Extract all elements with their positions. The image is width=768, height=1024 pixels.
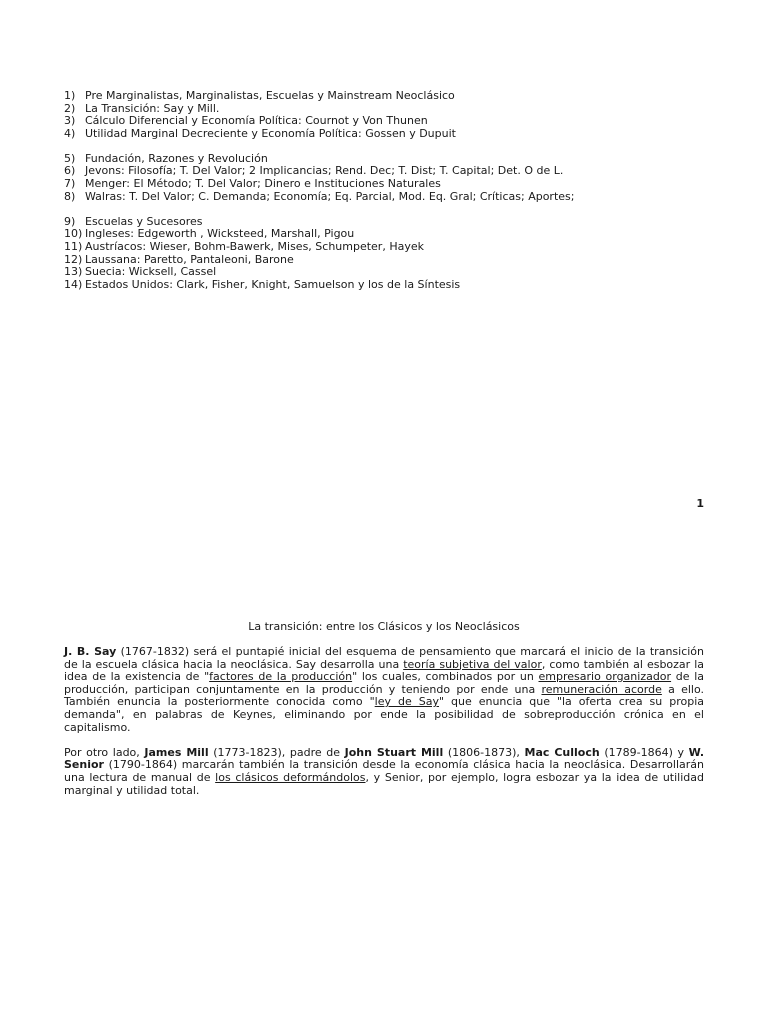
toc-item	[64, 191, 724, 204]
body-text	[64, 646, 704, 810]
text-run: (1806-1873),	[443, 745, 525, 759]
text-run: Por otro lado,	[64, 745, 145, 759]
bold-name: John Stuart Mill	[344, 745, 444, 759]
toc-item-number: 13)	[64, 265, 83, 279]
underlined-term: remuneración acorde	[541, 682, 662, 696]
table-of-contents	[64, 90, 724, 304]
bold-name: J. B. Say	[64, 645, 117, 658]
paragraph	[64, 646, 704, 734]
section-title: La transición: entre los Clásicos y los Neoclásicos	[248, 620, 520, 633]
toc-item-text: Fundación, Razones y Revolución	[85, 151, 268, 165]
toc-item-number: 5)	[64, 151, 76, 165]
toc-item	[64, 128, 724, 141]
toc-item-number: 11)	[64, 239, 83, 253]
toc-item-number: 3)	[64, 114, 76, 128]
underlined-term: empresario organizador	[538, 670, 672, 684]
text-run: a ello. También enuncia la posteriormente conocida como "	[64, 682, 705, 709]
bold-name: James Mill	[144, 745, 209, 759]
bold-name: Mac Culloch	[524, 745, 600, 759]
toc-group	[64, 216, 724, 292]
toc-item-text: Utilidad Marginal Decreciente y Economía Política: Gossen y Dupuit	[85, 126, 456, 140]
toc-item-text: Pre Marginalistas, Marginalistas, Escuelas y Mainstream Neoclásico	[85, 89, 455, 102]
toc-item-number: 7)	[64, 177, 76, 191]
text-run: (1773-1823), padre de	[208, 745, 345, 759]
text-run: " los cuales, combinados por un	[352, 670, 539, 684]
page-number: 1	[696, 497, 704, 510]
toc-item-text: Suecia: Wicksell, Cassel	[85, 265, 217, 279]
underlined-term: teoría subjetiva del valor	[403, 657, 542, 671]
toc-item-text: Laussana: Paretto, Pantaleoni, Barone	[85, 252, 294, 266]
underlined-term: los clásicos deformándolos	[215, 770, 366, 784]
underlined-term: factores de la producción	[209, 670, 353, 684]
text-run: " que enuncia que "la oferta crea su propia demanda", en palabras de Keynes, eliminando por ende la posibilidad de sobreproducción crónica en el capitalismo.	[64, 695, 705, 734]
toc-item-number: 14)	[64, 277, 83, 291]
toc-item-text: Ingleses: Edgeworth , Wicksteed, Marshall, Pigou	[85, 227, 355, 241]
bold-name: W. Senior	[64, 745, 705, 772]
toc-item-number: 8)	[64, 189, 76, 203]
text-run: de la producción, participan conjuntamente en la producción y teniendo por ende una	[64, 670, 705, 696]
text-run: (1790-1864) marcarán también la transición desde la economía clásica hacia la neoclásica. Desarrollarán una lectura de manual de	[64, 758, 704, 784]
toc-item-text: Escuelas y Sucesores	[85, 214, 203, 228]
toc-item-number: 6)	[64, 164, 76, 178]
toc-item-number: 4)	[64, 126, 76, 140]
toc-item-text: Walras: T. Del Valor; C. Demanda; Economía; Eq. Parcial, Mod. Eq. Gral; Críticas; Aportes;	[85, 189, 575, 203]
underlined-term: ley de Say	[374, 695, 439, 709]
toc-item-number: 9)	[64, 214, 76, 228]
toc-group	[64, 153, 724, 203]
text-run: , como también al esbozar la idea de la existencia de "	[64, 657, 705, 684]
toc-item-text: Jevons: Filosofía; T. Del Valor; 2 Implicancias; Rend. Dec; T. Dist; T. Capital; Det. O de L.	[85, 164, 564, 178]
paragraph	[64, 747, 704, 797]
toc-item-number: 2)	[64, 101, 76, 115]
text-run: (1789-1864) y	[599, 745, 689, 759]
toc-group	[64, 90, 724, 140]
toc-item	[64, 279, 724, 292]
text-run: , y Senior, por ejemplo, logra esbozar ya la idea de utilidad marginal y utilidad total.	[64, 770, 704, 797]
toc-item-text: Austríacos: Wieser, Bohm-Bawerk, Mises, Schumpeter, Hayek	[85, 239, 424, 253]
toc-item-number: 12)	[64, 252, 83, 266]
toc-item-number: 10)	[64, 227, 83, 241]
toc-item-text: Cálculo Diferencial y Economía Política: Cournot y Von Thunen	[85, 114, 428, 128]
toc-item-text: Estados Unidos: Clark, Fisher, Knight, Samuelson y los de la Síntesis	[85, 277, 461, 291]
toc-item-text: Menger: El Método; T. Del Valor; Dinero e Instituciones Naturales	[85, 177, 441, 191]
text-run: (1767-1832) será el puntapié inicial del esquema de pensamiento que marcará el inicio de la transición de la escuela clásica hacia la neoclásica. Say desarrolla una	[64, 645, 705, 671]
toc-item-text: La Transición: Say y Mill.	[85, 101, 220, 115]
toc-item-number: 1)	[64, 89, 76, 102]
